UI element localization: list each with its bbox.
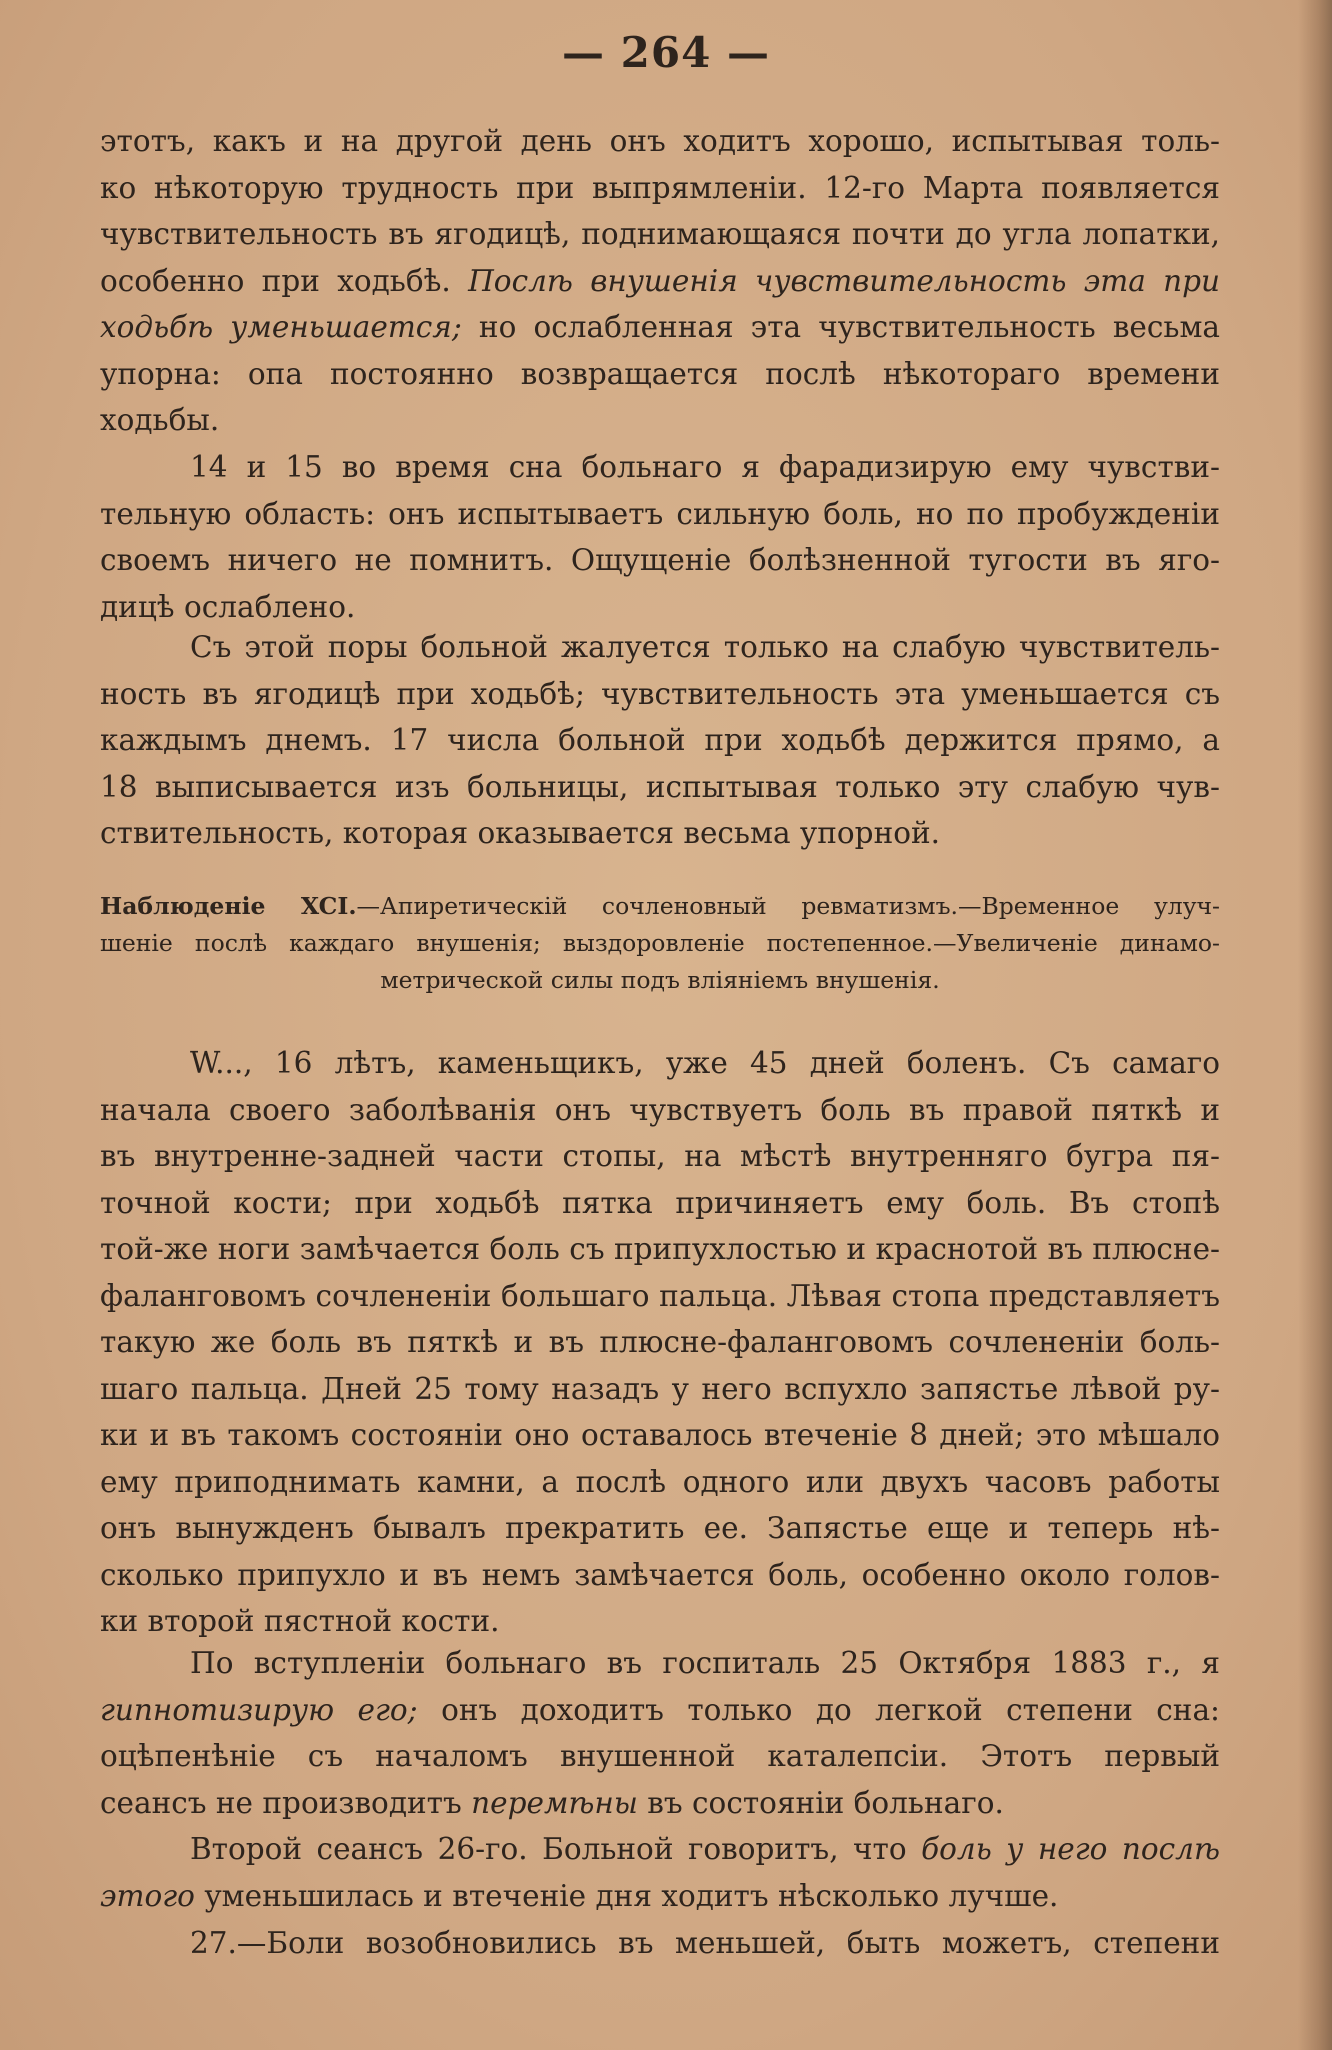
text-line: оцѣпенѣніе съ началомъ внушенной каталепсіи. Этотъ первый (100, 1739, 1220, 1773)
text-line: ки и въ такомъ состояніи оно оставалось втеченіе 8 дней; это мѣшало (100, 1418, 1220, 1452)
text-line: ствительность, которая оказывается весьма упорной. (100, 816, 941, 850)
text-segment: особенно при ходьбѣ. (100, 263, 451, 298)
text-line: чувствительность въ ягодицѣ, поднимающаяся почти до угла лопатки, (100, 217, 1220, 251)
italic-segment: этого (100, 1878, 195, 1913)
text-line: той-же ноги замѣчается боль съ припухлостью и краснотой въ плюсне- (100, 1232, 1220, 1266)
italic-segment: перемѣны (471, 1785, 638, 1820)
text-segment: сеансъ не производитъ (100, 1785, 462, 1820)
text-line: ность въ ягодицѣ при ходьбѣ; чувствительность эта уменьшается съ (100, 676, 1220, 711)
italic-segment: Послѣ внушенія чувствительность эта при (468, 263, 1220, 298)
text-line (100, 1687, 1220, 1734)
text-line (100, 258, 1220, 305)
text-line: 14 и 15 во время сна больнаго я фарадизирую ему чувстви- (190, 450, 1220, 484)
paragraph-continuation (100, 118, 1220, 444)
text-line: дицѣ ослаблено. (100, 589, 356, 624)
text-segment: въ состояніи больнаго. (647, 1785, 1004, 1820)
text-line: 27.—Боли возобновились въ меньшей, быть можетъ, степени (190, 1926, 1220, 1960)
paragraph (100, 1920, 1220, 1967)
italic-segment: боль у него послѣ (921, 1832, 1220, 1866)
text-line: каждымъ днемъ. 17 числа больной при ходьбѣ держится прямо, а (100, 723, 1220, 757)
text-line: точной кости; при ходьбѣ пятка причиняетъ ему боль. Въ стопѣ (100, 1185, 1220, 1220)
text-line: 18 выписывается изъ больницы, испытывая только эту слабую чув- (100, 769, 1220, 804)
text-line: W..., 16 лѣтъ, каменьщикъ, уже 45 дней боленъ. Съ самаго (190, 1046, 1220, 1080)
text-line: сколько припухло и въ немъ замѣчается боль, особенно около голов- (100, 1557, 1220, 1592)
text-segment: онъ доходитъ только до легкой степени сна: (441, 1692, 1220, 1727)
text-segment: Второй сеансъ 26-го. Больной говоритъ, что (190, 1832, 907, 1866)
italic-segment: ходьбѣ уменьшается; (100, 310, 462, 344)
text-line: въ внутренне-задней части стопы, на мѣстѣ внутренняго бугра пя- (100, 1139, 1220, 1173)
text-line: ки второй пястной кости. (100, 1604, 500, 1638)
text-line: Съ этой поры больной жалуется только на слабую чувствитель- (190, 630, 1220, 664)
text-line: фаланговомъ сочлененіи большаго пальца. Лѣвая стопа представляетъ (100, 1278, 1220, 1313)
page-edge-shadow (1298, 0, 1332, 2050)
text-line (100, 304, 1220, 351)
text-line: ему приподнимать камни, а послѣ одного или двухъ часовъ работы (100, 1464, 1220, 1499)
text-line: ко нѣкоторую трудность при выпрямленіи. 12-го Марта появляется (100, 170, 1220, 205)
text-line: упорна: опа постоянно возвращается послѣ нѣкотораго времени (100, 356, 1220, 391)
page-number: — 264 — (562, 28, 770, 77)
text-line: такую же боль въ пяткѣ и въ плюсне-фаланговомъ сочлененіи боль- (100, 1325, 1220, 1359)
observation-label: Наблюденіе XCI. (100, 892, 357, 920)
text-line: своемъ ничего не помнитъ. Ощущеніе болѣзненной тугости въ яго- (100, 543, 1220, 577)
paragraph (100, 1040, 1220, 1645)
text-line: метрической силы подъ вліяніемъ внушенія. (380, 966, 940, 994)
text-line: тельную область: онъ испытываетъ сильную боль, но по пробужденіи (100, 496, 1220, 531)
text-line: шеніе послѣ каждаго внушенія; выздоровленіе постепенное.—Увеличеніе динамо- (100, 929, 1220, 957)
text-line: этотъ, какъ и на другой день онъ ходитъ хорошо, испытывая толь- (100, 124, 1220, 158)
paragraph (100, 444, 1220, 630)
text-line: начала своего заболѣванія онъ чувствуетъ боль въ правой пяткѣ и (100, 1092, 1220, 1127)
text-line (100, 1826, 1220, 1873)
paragraph (100, 624, 1220, 857)
text-segment: но ослабленная эта чувствительность весьма (478, 310, 1220, 344)
italic-segment: гипнотизирую его; (100, 1692, 418, 1727)
text-line (100, 1780, 1220, 1827)
paragraph (100, 1640, 1220, 1826)
text-line (100, 888, 1220, 925)
text-segment: —Апиретическій сочленовный ревматизмъ.—Временное улуч- (356, 892, 1220, 920)
paragraph (100, 1826, 1220, 1919)
text-line: По вступленіи больнаго въ госпиталь 25 Октября 1883 г., я (190, 1646, 1220, 1680)
observation-heading (100, 888, 1220, 999)
text-segment: уменьшилась и втеченіе дня ходитъ нѣсколько лучше. (204, 1878, 1059, 1913)
text-line: ходьбы. (100, 403, 220, 437)
text-line: онъ вынужденъ бывалъ прекратить ее. Запястье еще и теперь нѣ- (100, 1511, 1220, 1545)
text-line (100, 1873, 1220, 1920)
text-line: шаго пальца. Дней 25 тому назадъ у него вспухло запястье лѣвой ру- (100, 1371, 1220, 1406)
